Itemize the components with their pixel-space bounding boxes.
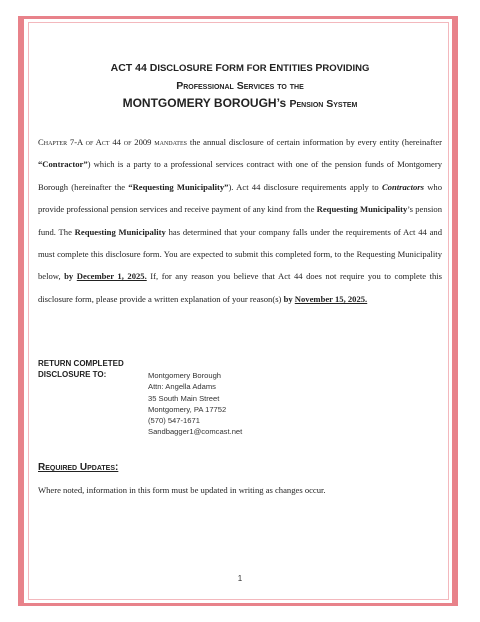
address-line: 35 South Main Street <box>148 393 220 403</box>
form-title-line-2: Professional Services to the <box>176 80 304 92</box>
contractors-term: Contractors <box>381 181 424 192</box>
paragraph-text: If, for any reason you believe that Act 44 does not require you to complete this disclosure form, please provide a written explanation of your reason(s) <box>38 271 443 304</box>
return-label-line-1: RETURN COMPLETED <box>38 359 124 368</box>
paragraph-text: has determined that your company falls under the requirements of Act 44 and must complete this disclosure form. You are expected to submit this completed form, to the Requesting Municipality below, <box>38 226 443 282</box>
required-updates-text: Where noted, information in this form must be updated in writing as changes occur. <box>38 485 326 495</box>
address-line: Montgomery Borough <box>148 371 222 380</box>
title-part: MONTGOMERY BOROUGH’s <box>122 96 290 110</box>
address-line: (570) 547-1671 <box>148 416 200 426</box>
title-part: NTITIES <box>276 63 316 74</box>
disclosure-paragraph <box>38 131 442 310</box>
address-line: Attn: Angella Adams <box>148 382 216 392</box>
form-title-line-1 <box>0 62 480 74</box>
title-part: ACT 44 D <box>110 62 158 74</box>
title-part: ISCLOSURE <box>157 63 216 74</box>
contractor-term: “Contractor” <box>38 159 88 170</box>
deadline-prefix: by <box>283 293 295 304</box>
chapter-reference: Chapter 7-A of Act 44 of 2009 mandates <box>38 137 187 147</box>
title-part: F <box>215 62 222 74</box>
address-line: Montgomery, PA 17752 <box>148 404 227 414</box>
title-part: E <box>269 62 277 74</box>
email-address: Sandbagger1@comcast.net <box>148 427 243 437</box>
paragraph-text: ). Act 44 disclosure requirements apply to <box>228 181 382 192</box>
requesting-municipality-term: Requesting Municipality <box>316 204 408 215</box>
page-number: 1 <box>237 574 243 583</box>
requesting-municipality-term: “Requesting Municipality” <box>128 181 229 192</box>
deadline-prefix: by <box>64 271 77 282</box>
paragraph-text: ’s pension fund. The <box>38 204 442 237</box>
explanation-deadline-date: November 15, 2025. <box>294 293 368 304</box>
deadline-date: December 1, 2025. <box>76 271 147 282</box>
return-label-line-2: DISCLOSURE TO: <box>38 370 107 379</box>
paragraph-text: ) which is a party to a professional services contract with one of the pension funds of Montgomery Borough (hereinafter the <box>38 159 442 192</box>
title-part: P <box>315 62 323 74</box>
required-updates-heading: Required Updates: <box>38 462 119 473</box>
paragraph-text: who provide professional pension services and receive payment of any kind from the <box>38 181 442 215</box>
form-title-line-3 <box>0 96 480 110</box>
title-part: ROVIDING <box>322 63 370 74</box>
title-part: Pension System <box>289 98 358 110</box>
title-part: ORM FOR <box>221 63 270 74</box>
paragraph-text: the annual disclosure of certain information by every entity (hereinafter <box>186 137 442 147</box>
return-address <box>148 370 242 438</box>
requesting-municipality-term: Requesting Municipality <box>74 226 166 237</box>
